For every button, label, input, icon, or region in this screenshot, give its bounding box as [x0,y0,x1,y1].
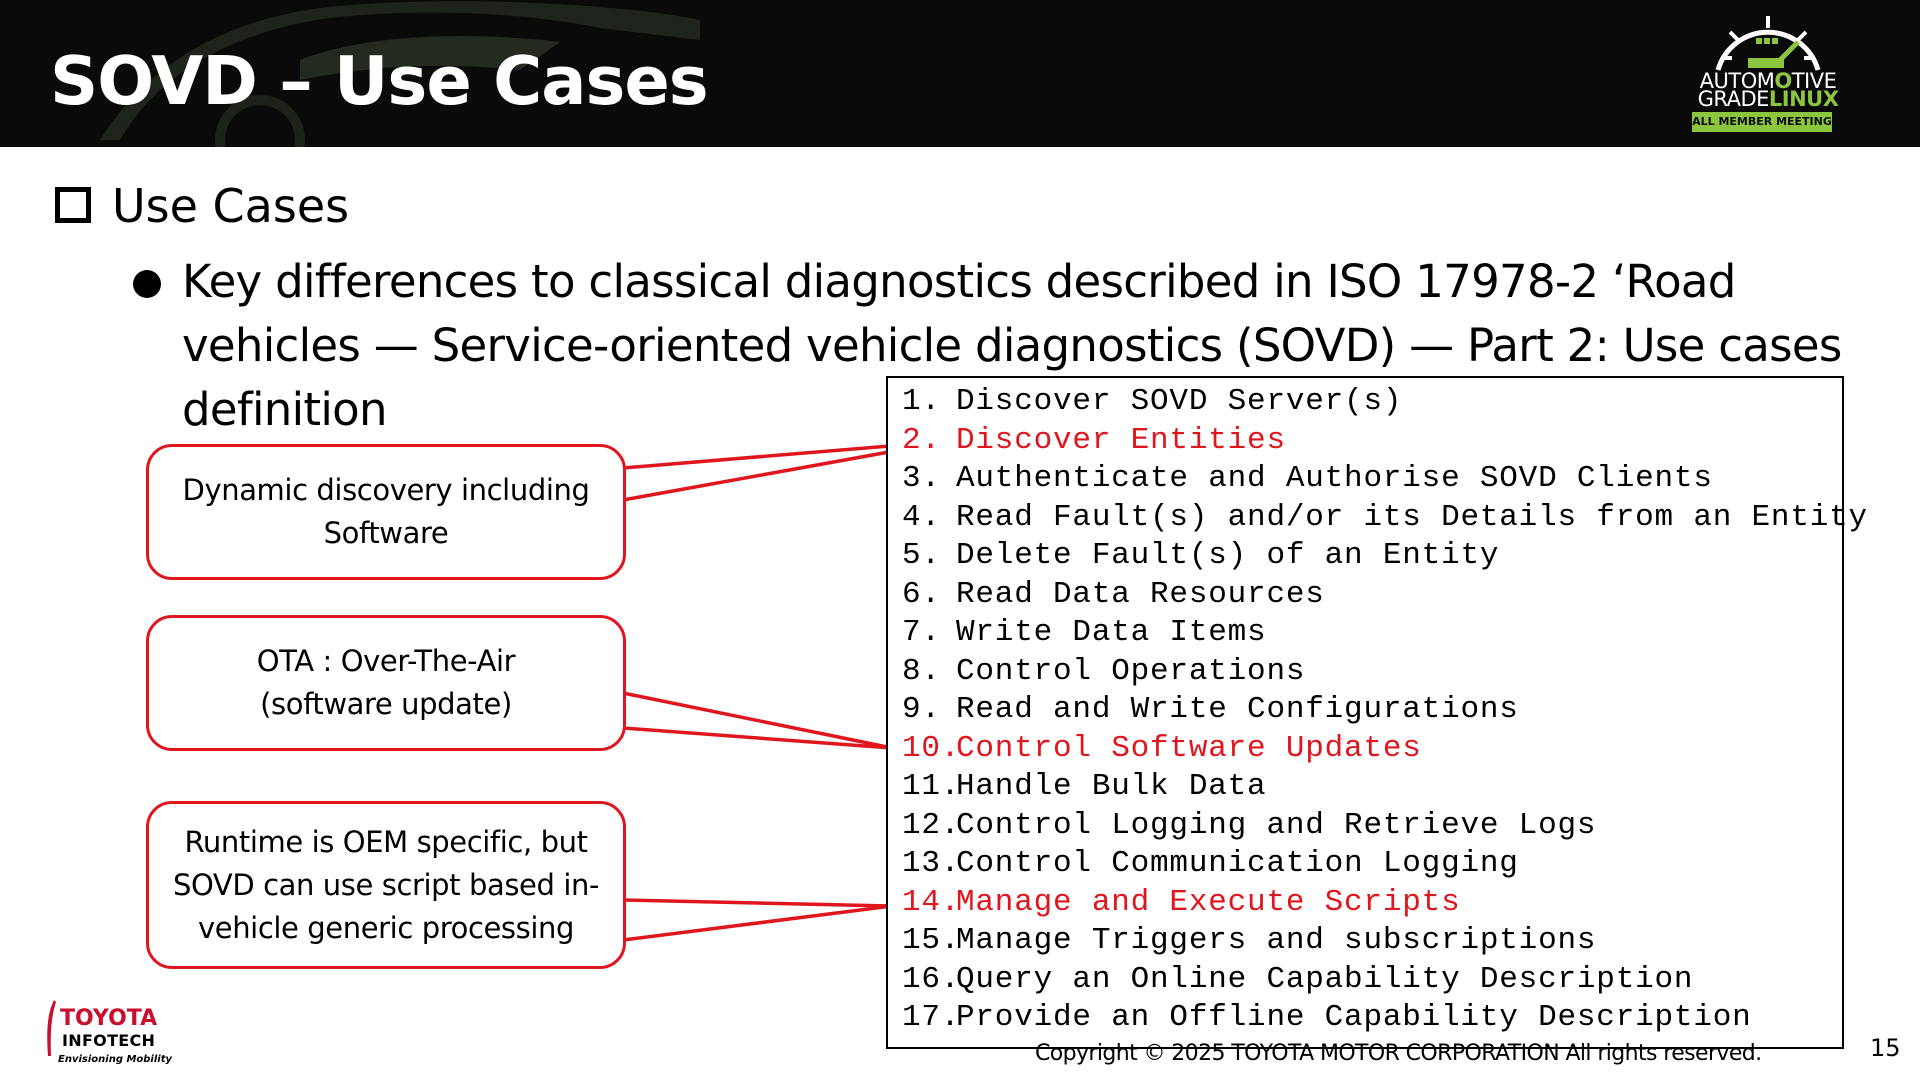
callout-runtime [146,801,626,969]
callout-line: SOVD can use script based in- [172,867,600,902]
callout-dynamic-discovery [146,444,626,580]
speedometer-icon [1690,8,1846,74]
use-case-item [902,460,1713,498]
use-case-item [902,383,1402,421]
agl-logo-badge: ALL MEMBER MEETING [1692,112,1832,132]
use-case-text: Read Fault(s) and/or its Details from an Entity [956,499,1868,535]
use-case-text: Control Logging and Retrieve Logs [956,807,1597,843]
use-case-number: 8. [902,653,941,689]
use-case-text: Write Data Items [956,615,1267,650]
header-bar [0,0,1920,147]
use-case-item [902,422,1286,460]
use-case-item [902,730,1422,768]
use-case-list [886,376,1868,1049]
callout-line: Dynamic discovery including [182,473,590,507]
use-case-number: 7. [902,615,941,650]
use-case-item [902,961,1693,999]
callout-line: (software update) [260,687,512,721]
round-bullet-icon [133,270,161,298]
use-case-item [902,999,1752,1037]
use-case-text: Control Communication Logging [956,846,1519,881]
use-case-item [902,614,1266,652]
toyota-logo-tagline: Envisioning Mobility [58,1054,173,1065]
use-case-item [902,884,1460,922]
callout-line: vehicle generic processing [197,910,574,945]
toyota-logo-sub: INFOTECH [62,1031,156,1050]
use-case-item [902,845,1519,883]
use-case-text: Handle Bulk Data [956,769,1267,804]
agl-logo-line2: GRADELINUX [1697,87,1839,111]
use-case-number: 4. [902,499,941,535]
use-case-number: 5. [902,538,941,573]
use-case-text: Read Data Resources [956,576,1325,612]
callout-line: OTA : Over-The-Air [256,644,516,678]
use-case-text: Control Operations [956,653,1306,689]
use-case-number: 1. [902,384,941,419]
use-case-item [902,768,1266,806]
use-case-number: 17. [902,1000,961,1035]
toyota-swoosh-icon [42,998,62,1058]
callout-text [173,821,599,950]
use-case-text: Manage Triggers and subscriptions [956,923,1597,958]
use-case-item [902,537,1499,575]
use-case-number: 9. [902,692,941,727]
use-case-text: Control Software Updates [956,730,1422,766]
use-case-text: Discover Entities [956,422,1286,458]
use-case-item [902,691,1519,729]
use-case-number: 15. [902,923,961,958]
use-case-text: Delete Fault(s) of an Entity [956,538,1500,573]
square-bullet-icon [55,187,91,223]
use-case-text: Discover SOVD Server(s) [956,384,1403,419]
bullet-level1: Use Cases [112,179,350,233]
use-case-item [902,499,1868,537]
use-case-text: Authenticate and Authorise SOVD Clients [956,461,1713,496]
toyota-infotech-logo [42,998,172,1068]
callout-ota [146,615,626,751]
callout-text [183,469,590,555]
use-case-text: Read and Write Configurations [956,692,1519,727]
use-case-number: 3. [902,461,941,496]
use-case-number: 11. [902,769,961,804]
use-case-number: 14. [902,884,961,920]
use-case-text: Provide an Offline Capability Description [956,1000,1752,1035]
callout-text [257,640,515,726]
copyright-notice: Copyright © 2025 TOYOTA MOTOR CORPORATION All rights reserved. [1035,1041,1762,1066]
use-case-text: Query an Online Capability Description [956,961,1694,997]
toyota-logo-brand: TOYOTA [60,1006,158,1031]
use-case-item [902,576,1325,614]
use-case-number: 10. [902,730,961,766]
page-number: 15 [1870,1034,1901,1062]
bullet-level2-line: Key differences to classical diagnostics described in ISO 17978-2 ‘Road [182,255,1736,308]
bullet-level2-line: vehicles — Service-oriented vehicle diagnostics (SOVD) — Part 2: Use cases [182,319,1842,372]
use-case-item [902,922,1596,960]
callout-line: Runtime is OEM specific, but [184,824,588,859]
slide-title: SOVD – Use Cases [50,42,708,120]
use-case-item [902,807,1596,845]
bullet-level2-line: definition [182,383,387,436]
use-case-item [902,653,1305,691]
use-case-number: 6. [902,576,941,612]
agl-logo [1690,8,1846,136]
connector-software-updates [623,693,892,748]
agl-logo-line1: AUTOMOTIVE [1699,69,1837,93]
use-case-text: Manage and Execute Scripts [956,884,1461,920]
use-case-number: 13. [902,846,961,881]
use-case-number: 12. [902,807,961,843]
use-case-number: 16. [902,961,961,997]
callout-line: Software [323,516,449,550]
connector-scripts [623,900,892,940]
use-case-number: 2. [902,422,941,458]
